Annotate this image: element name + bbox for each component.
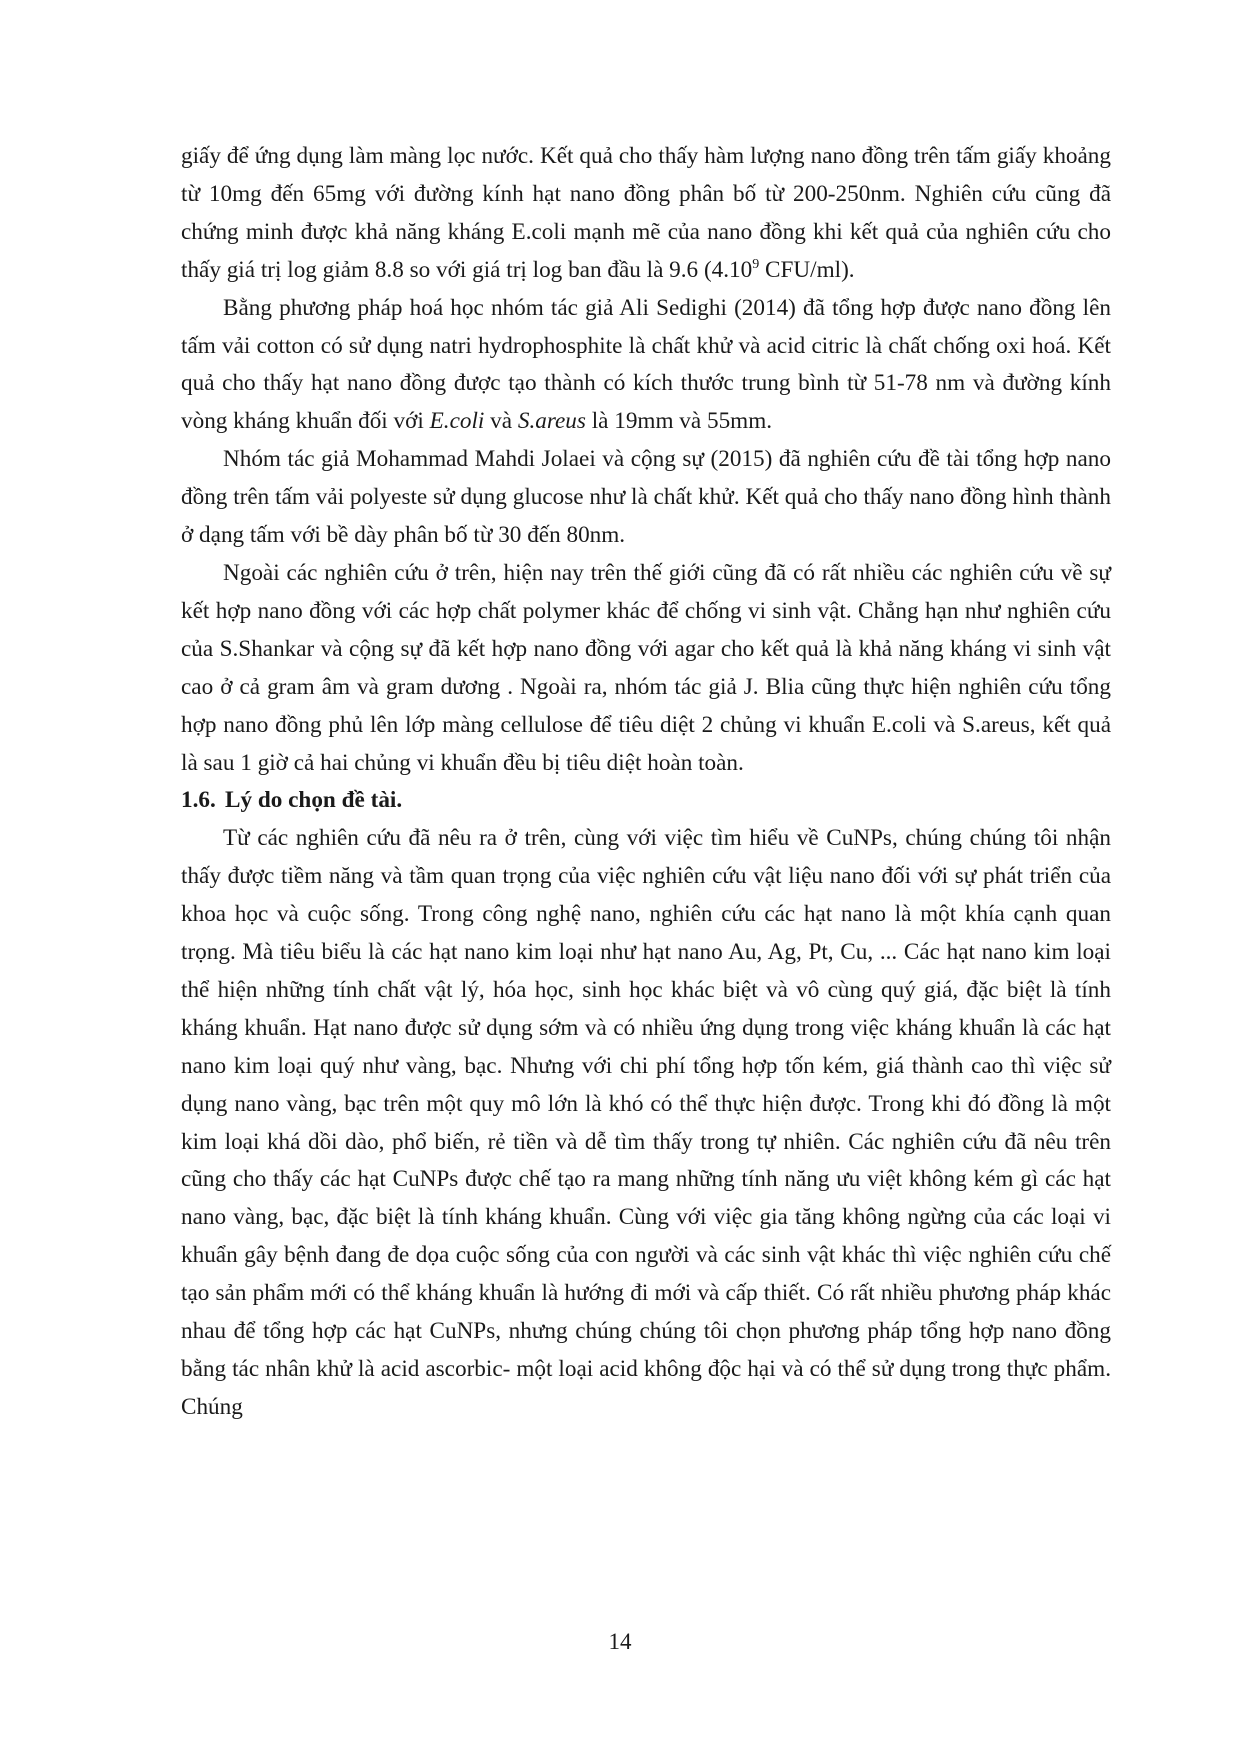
paragraph-text: giấy để ứng dụng làm màng lọc nước. Kết quả cho thấy hàm lượng nano đồng trên tấm giấy khoảng từ 10mg đến 65mg với đường kính hạt nano đồng phân bố từ 200-250nm. Nghiên cứu cũng đã chứng minh được khả năng kháng E.coli mạnh mẽ của nano đồng khi kết quả của nghiên cứu cho thấy giá trị log giảm 8.8 so với giá trị log ban đầu là 9.6 (4.10 — [181, 143, 1111, 283]
section-title: Lý do chọn đề tài. — [225, 787, 403, 814]
species-ecoli: E.coli — [429, 408, 485, 435]
page-number: 14 — [608, 1629, 632, 1654]
paragraph-ali-sedighi — [181, 290, 1111, 442]
paragraph-continued — [181, 138, 1111, 290]
paragraph-reason: Từ các nghiên cứu đã nêu ra ở trên, cùng với việc tìm hiểu về CuNPs, chúng chúng tôi nhận thấy được tiềm năng và tầm quan trọng của việc nghiên cứu vật liệu nano đối với sự phát triển của khoa học và cuộc sống. Trong công nghệ nano, nghiên cứu các hạt nano là một khía cạnh quan trọng. Mà tiêu biểu là các hạt nano kim loại như hạt nano Au, Ag, Pt, Cu, ... Các hạt nano kim loại thể hiện những tính chất vật lý, hóa học, sinh học khác biệt và vô cùng quý giá, đặc biệt là tính kháng khuẩn. Hạt nano được sử dụng sớm và có nhiều ứng dụng trong việc kháng khuẩn là các hạt nano kim loại quý như vàng, bạc. Nhưng với chi phí tổng hợp tốn kém, giá thành cao thì việc sử dụng nano vàng, bạc trên một quy mô lớn là khó có thể thực hiện được. Trong khi đó đồng là một kim loại khá dồi dào, phổ biến, rẻ tiền và dễ tìm thấy trong tự nhiên. Các nghiên cứu đã nêu trên cũng cho thấy các hạt CuNPs được chế tạo ra mang những tính năng ưu việt không kém gì các hạt nano vàng, bạc, đặc biệt là tính kháng khuẩn. Cùng với việc gia tăng không ngừng của các loại vi khuẩn gây bệnh đang đe dọa cuộc sống của con người và các sinh vật khác thì việc nghiên cứu chế tạo sản phẩm mới có thể kháng khuẩn là hướng đi mới và cấp thiết. Có rất nhiều phương pháp khác nhau để tổng hợp các hạt CuNPs, nhưng chúng chúng tôi chọn phương pháp tổng hợp nano đồng bằng tác nhân khử là acid ascorbic- một loại acid không độc hại và có thể sử dụng trong thực phẩm. Chúng — [181, 825, 1111, 1420]
species-sareus: S.areus — [517, 408, 586, 435]
section-number: 1.6. — [181, 787, 216, 814]
superscript-exponent: 9 — [752, 256, 760, 272]
paragraph-other-studies: Ngoài các nghiên cứu ở trên, hiện nay trên thế giới cũng đã có rất nhiều các nghiên cứu về sự kết hợp nano đồng với các hợp chất polymer khác để chống vi sinh vật. Chẳng hạn như nghiên cứu của S.Shankar và cộng sự đã kết hợp nano đồng với agar cho kết quả là khả năng kháng vi sinh vật cao ở cả gram âm và gram dương . Ngoài ra, nhóm tác giả J. Blia cũng thực hiện nghiên cứu tổng hợp nano đồng phủ lên lớp màng cellulose để tiêu diệt 2 chủng vi khuẩn E.coli và S.areus, kết quả là sau 1 giờ cả hai chủng vi khuẩn đều bị tiêu diệt hoàn toàn. — [181, 559, 1111, 776]
paragraph-text-tail: CFU/ml). — [759, 256, 855, 283]
paragraph-jolaei: Nhóm tác giả Mohammad Mahdi Jolaei và cộng sự (2015) đã nghiên cứu đề tài tổng hợp nano đồng trên tấm vải polyeste sử dụng glucose như là chất khử. Kết quả cho thấy nano đồng hình thành ở dạng tấm với bề dày phân bố từ 30 đến 80nm. — [181, 446, 1111, 549]
paragraph-text: và — [484, 408, 518, 435]
section-heading — [181, 782, 1111, 820]
paragraph-text: là 19mm và 55mm. — [585, 408, 773, 435]
paragraph-text: Bằng phương pháp hoá học nhóm tác giả Ali Sedighi (2014) đã tổng hợp được nano đồng lên tấm vải cotton có sử dụng natri hydrophosphite là chất khử và acid citric là chất chống oxi hoá. Kết quả cho thấy hạt nano đồng được tạo thành có kích thước trung bình từ 51-78 nm và đường kính vòng kháng khuẩn đối với — [181, 294, 1111, 435]
document-body — [181, 138, 1111, 1427]
